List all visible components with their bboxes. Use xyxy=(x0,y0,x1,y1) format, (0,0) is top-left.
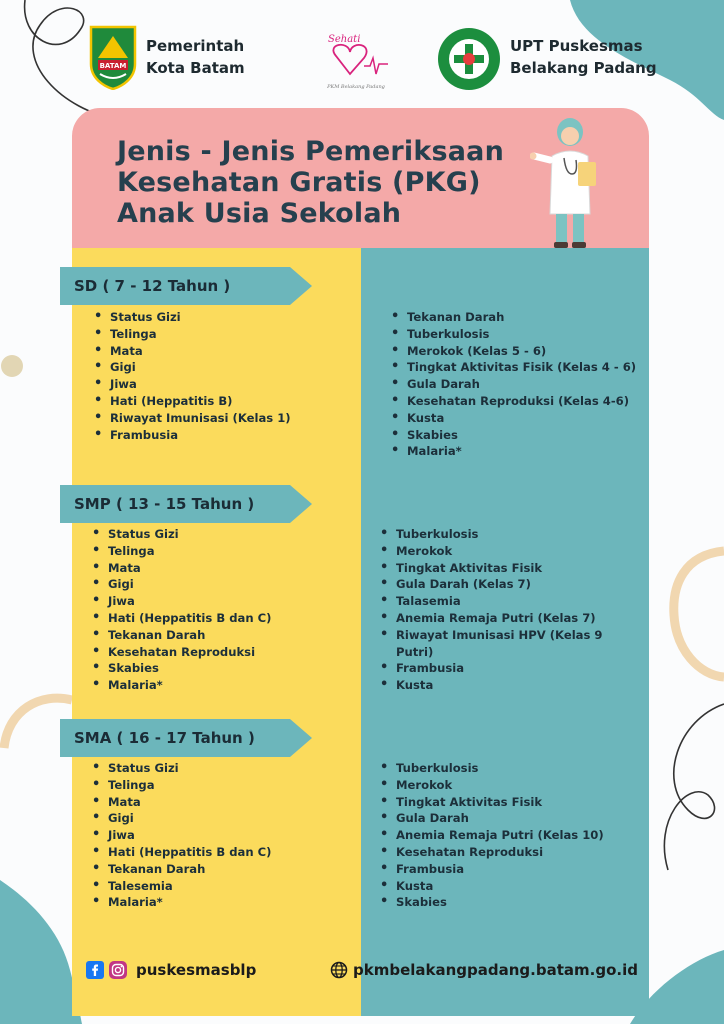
batam-city-emblem-icon xyxy=(88,24,138,90)
list-item: • Kusta xyxy=(387,410,642,427)
list-item: • Telinga xyxy=(88,543,338,560)
list-item: • Tekanan Darah xyxy=(88,861,338,878)
list-item: • Tuberkulosis xyxy=(376,760,626,777)
list-item: • Malaria* xyxy=(387,443,642,460)
list-item: • Status Gizi xyxy=(90,309,340,326)
header xyxy=(0,22,724,102)
list-item: • Telinga xyxy=(88,777,338,794)
list-item: • Jiwa xyxy=(88,593,338,610)
list-item: • Merokok (Kelas 5 - 6) xyxy=(387,343,642,360)
list-item: • Merokok xyxy=(376,777,626,794)
list-item: • Hati (Heppatitis B) xyxy=(90,393,340,410)
list-item: • Tuberkulosis xyxy=(376,526,616,543)
section-label-smp: SMP ( 13 - 15 Tahun ) xyxy=(74,495,255,513)
section-label-sd: SD ( 7 - 12 Tahun ) xyxy=(74,277,231,295)
title-line2: Kesehatan Gratis (PKG) xyxy=(117,167,481,198)
list-item: • Riwayat Imunisasi HPV (Kelas 9 Putri) xyxy=(376,627,616,661)
list-item: • Frambusia xyxy=(90,427,340,444)
list-item: • Telinga xyxy=(90,326,340,343)
list-item: • Status Gizi xyxy=(88,760,338,777)
list-item: • Skabies xyxy=(88,660,338,677)
list-item: • Mata xyxy=(88,794,338,811)
section-ribbon-smp xyxy=(60,485,312,523)
list-item: • Gula Darah xyxy=(376,810,626,827)
title-line3: Anak Usia Sekolah xyxy=(117,198,402,229)
list-item: • Frambusia xyxy=(376,861,626,878)
smp-right-list xyxy=(376,526,616,694)
list-item: • Malaria* xyxy=(88,894,338,911)
puskesmas-line2: Belakang Padang xyxy=(510,59,657,77)
puskesmas-line1: UPT Puskesmas xyxy=(510,37,643,55)
list-item: • Merokok xyxy=(376,543,616,560)
social-handle-text: puskesmasblp xyxy=(136,961,257,979)
city-government-name xyxy=(146,35,245,79)
sd-left-list xyxy=(90,309,340,443)
list-item: • Gigi xyxy=(90,359,340,376)
list-item: • Tekanan Darah xyxy=(387,309,642,326)
globe-icon xyxy=(330,961,348,979)
sehati-logo-text: Sehati xyxy=(328,34,361,45)
city-government-line1: Pemerintah xyxy=(146,37,245,55)
title-line1: Jenis - Jenis Pemeriksaan xyxy=(117,136,505,167)
list-item: • Gigi xyxy=(88,576,338,593)
list-item: • Anemia Remaja Putri (Kelas 10) xyxy=(376,827,626,844)
list-item: • Anemia Remaja Putri (Kelas 7) xyxy=(376,610,616,627)
list-item: • Gula Darah (Kelas 7) xyxy=(376,576,616,593)
section-ribbon-sd xyxy=(60,267,312,305)
list-item: • Jiwa xyxy=(90,376,340,393)
list-item: • Frambusia xyxy=(376,660,616,677)
city-government-line2: Kota Batam xyxy=(146,59,245,77)
list-item: • Kusta xyxy=(376,677,616,694)
list-item: • Tekanan Darah xyxy=(88,627,338,644)
sma-left-list xyxy=(88,760,338,911)
list-item: • Talasemia xyxy=(376,593,616,610)
decor-circle-left xyxy=(0,354,26,380)
list-item: • Mata xyxy=(90,343,340,360)
list-item: • Tingkat Aktivitas Fisik (Kelas 4 - 6) xyxy=(387,359,642,376)
decor-arc-right xyxy=(664,545,724,685)
list-item: • Tuberkulosis xyxy=(387,326,642,343)
list-item: • Kesehatan Reproduksi xyxy=(88,644,338,661)
list-item: • Riwayat Imunisasi (Kelas 1) xyxy=(90,410,340,427)
list-item: • Skabies xyxy=(387,427,642,444)
puskesmas-logo-icon xyxy=(436,26,502,92)
list-item: • Talesemia xyxy=(88,878,338,895)
list-item: • Kesehatan Reproduksi xyxy=(376,844,626,861)
sehati-logo xyxy=(318,26,394,92)
list-item: • Tingkat Aktivitas Fisik xyxy=(376,560,616,577)
list-item: • Skabies xyxy=(376,894,626,911)
page-title xyxy=(117,136,504,229)
title-banner xyxy=(72,108,649,248)
list-item: • Gigi xyxy=(88,810,338,827)
instagram-icon xyxy=(109,961,127,979)
section-ribbon-sma xyxy=(60,719,312,757)
list-item: • Malaria* xyxy=(88,677,338,694)
list-item: • Gula Darah xyxy=(387,376,642,393)
list-item: • Kesehatan Reproduksi (Kelas 4-6) xyxy=(387,393,642,410)
list-item: • Hati (Heppatitis B dan C) xyxy=(88,610,338,627)
batam-emblem-text: BATAM xyxy=(99,62,127,70)
list-item: • Kusta xyxy=(376,878,626,895)
list-item: • Tingkat Aktivitas Fisik xyxy=(376,794,626,811)
list-item: • Status Gizi xyxy=(88,526,338,543)
smp-left-list xyxy=(88,526,338,694)
website-link[interactable] xyxy=(330,961,638,979)
sma-right-list xyxy=(376,760,626,911)
sd-right-list xyxy=(387,309,642,460)
list-item: • Hati (Heppatitis B dan C) xyxy=(88,844,338,861)
nurse-illustration-icon xyxy=(530,116,610,250)
website-text: pkmbelakangpadang.batam.go.id xyxy=(353,961,638,979)
puskesmas-name xyxy=(510,35,657,79)
decor-line-right xyxy=(648,700,724,900)
section-label-sma: SMA ( 16 - 17 Tahun ) xyxy=(74,729,255,747)
facebook-icon xyxy=(86,961,104,979)
social-handle-link[interactable] xyxy=(86,961,256,979)
list-item: • Mata xyxy=(88,560,338,577)
sehati-logo-subtext: PKM Belakang Padang xyxy=(327,84,385,90)
list-item: • Jiwa xyxy=(88,827,338,844)
